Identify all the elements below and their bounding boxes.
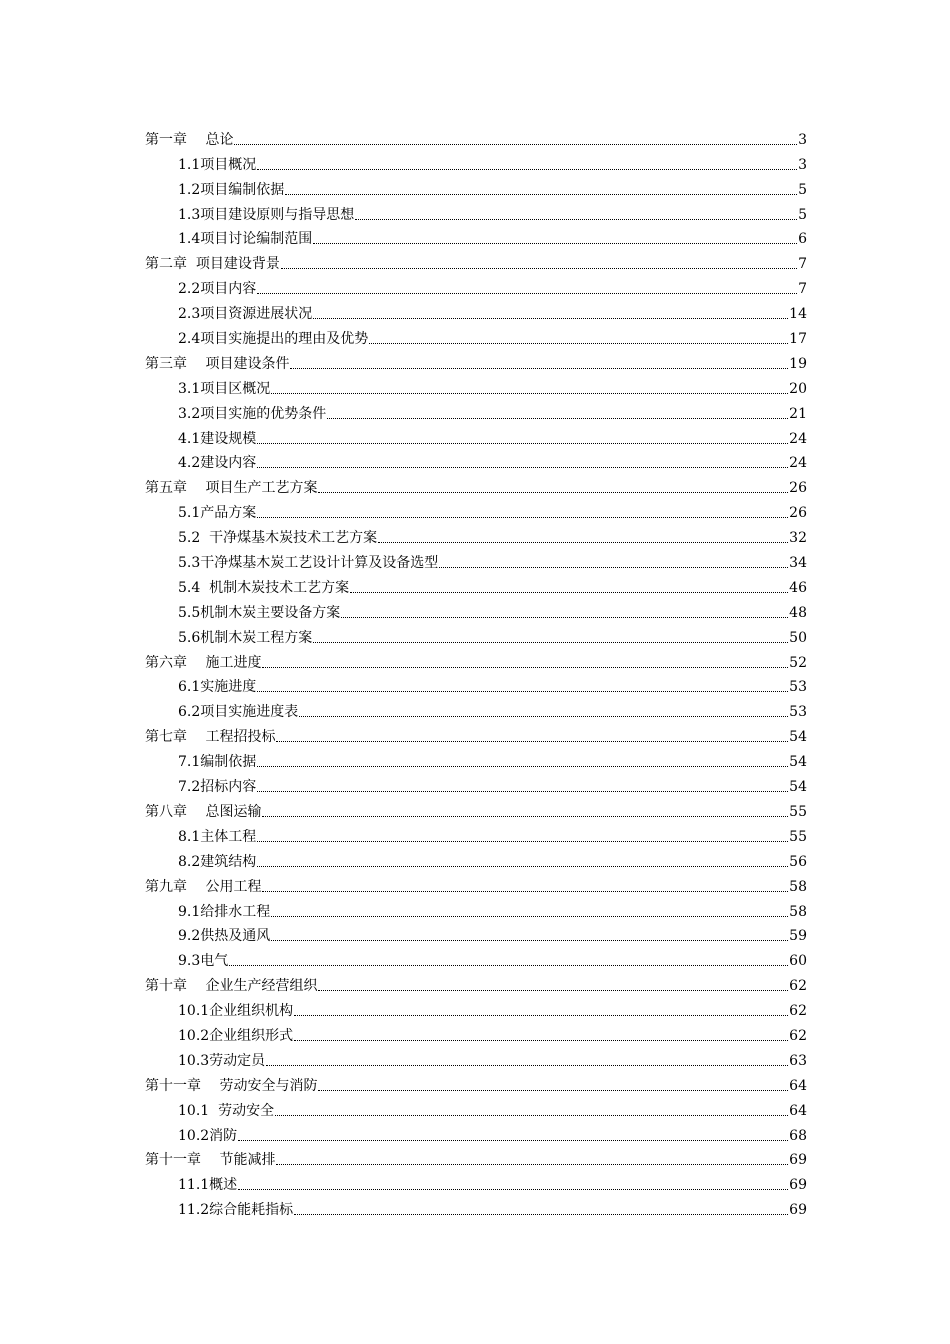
toc-entry-title: 1.2项目编制依据 xyxy=(178,181,285,198)
toc-entry-page-number: 62 xyxy=(789,1027,807,1044)
toc-entry-page-number: 5 xyxy=(798,206,807,223)
toc-entry-page-number: 53 xyxy=(789,679,807,696)
toc-entry-title: 7.2招标内容 xyxy=(178,779,257,796)
toc-section-entry[interactable] xyxy=(145,771,807,796)
dot-leader xyxy=(350,592,788,593)
toc-entry-title: 5.5机制木炭主要设备方案 xyxy=(178,604,341,621)
dot-leader xyxy=(294,1214,788,1215)
toc-entry-page-number: 17 xyxy=(789,331,807,348)
toc-entry-page-number: 58 xyxy=(789,878,807,895)
toc-entry-title: 第五章 项目生产工艺方案 xyxy=(145,480,318,497)
dot-leader xyxy=(257,691,788,692)
dot-leader xyxy=(229,965,788,966)
dot-leader xyxy=(271,940,788,941)
dot-leader xyxy=(257,467,788,468)
toc-entry-page-number: 46 xyxy=(789,579,807,596)
toc-entry-page-number: 24 xyxy=(789,455,807,472)
dot-leader xyxy=(257,517,788,518)
toc-section-entry[interactable] xyxy=(145,921,807,946)
toc-section-entry[interactable] xyxy=(145,572,807,597)
toc-entry-title: 4.1建设规模 xyxy=(178,430,257,447)
toc-section-entry[interactable] xyxy=(145,298,807,323)
toc-entry-title: 4.2建设内容 xyxy=(178,455,257,472)
toc-entry-title: 9.2供热及通风 xyxy=(178,928,271,945)
toc-entry-title: 第十章 企业生产经营组织 xyxy=(145,978,318,995)
dot-leader xyxy=(281,268,797,269)
toc-entry-title: 第十一章 节能减排 xyxy=(145,1152,276,1169)
dot-leader xyxy=(257,866,788,867)
toc-section-entry[interactable] xyxy=(145,323,807,348)
toc-entry-page-number: 54 xyxy=(789,779,807,796)
toc-entry-page-number: 6 xyxy=(798,231,807,248)
toc-entry-page-number: 69 xyxy=(789,1177,807,1194)
toc-section-entry[interactable] xyxy=(145,1169,807,1194)
toc-entry-title: 10.1 劳动安全 xyxy=(178,1102,275,1119)
toc-entry-title: 第三章 项目建设条件 xyxy=(145,355,290,372)
dot-leader xyxy=(285,194,797,195)
dot-leader xyxy=(257,841,788,842)
toc-entry-page-number: 20 xyxy=(789,380,807,397)
toc-chapter-entry[interactable] xyxy=(145,472,807,497)
toc-entry-page-number: 5 xyxy=(798,181,807,198)
dot-leader xyxy=(439,567,788,568)
toc-section-entry[interactable] xyxy=(145,448,807,473)
toc-entry-page-number: 69 xyxy=(789,1152,807,1169)
toc-entry-title: 第一章 总论 xyxy=(145,131,234,148)
dot-leader xyxy=(257,791,788,792)
toc-section-entry[interactable] xyxy=(145,1095,807,1120)
toc-entry-title: 8.2建筑结构 xyxy=(178,853,257,870)
toc-section-entry[interactable] xyxy=(145,199,807,224)
toc-chapter-entry[interactable] xyxy=(145,970,807,995)
toc-section-entry[interactable] xyxy=(145,896,807,921)
dot-leader xyxy=(266,1065,788,1066)
dot-leader xyxy=(257,443,788,444)
toc-entry-page-number: 21 xyxy=(789,405,807,422)
dot-leader xyxy=(238,1140,788,1141)
toc-section-entry[interactable] xyxy=(145,622,807,647)
toc-entry-title: 9.3电气 xyxy=(178,953,229,970)
dot-leader xyxy=(355,219,797,220)
toc-section-entry[interactable] xyxy=(145,995,807,1020)
toc-entry-title: 1.3项目建设原则与指导思想 xyxy=(178,206,355,223)
toc-chapter-entry[interactable] xyxy=(145,1070,807,1095)
toc-section-entry[interactable] xyxy=(145,497,807,522)
dot-leader xyxy=(318,1090,788,1091)
dot-leader xyxy=(294,1040,788,1041)
toc-entry-page-number: 68 xyxy=(789,1127,807,1144)
toc-entry-title: 11.2综合能耗指标 xyxy=(178,1202,294,1219)
toc-entry-title: 5.1产品方案 xyxy=(178,505,257,522)
toc-entry-title: 第二章 项目建设背景 xyxy=(145,256,280,273)
toc-section-entry[interactable] xyxy=(145,1045,807,1070)
toc-entry-page-number: 52 xyxy=(789,654,807,671)
dot-leader xyxy=(276,1164,788,1165)
toc-section-entry[interactable] xyxy=(145,821,807,846)
toc-section-entry[interactable] xyxy=(145,696,807,721)
toc-entry-page-number: 58 xyxy=(789,903,807,920)
toc-entry-title: 6.1实施进度 xyxy=(178,679,257,696)
toc-entry-page-number: 54 xyxy=(789,729,807,746)
dot-leader xyxy=(369,343,788,344)
toc-entry-page-number: 48 xyxy=(789,604,807,621)
toc-entry-page-number: 54 xyxy=(789,754,807,771)
dot-leader xyxy=(271,916,788,917)
dot-leader xyxy=(276,741,788,742)
dot-leader xyxy=(234,144,797,145)
toc-entry-page-number: 55 xyxy=(789,828,807,845)
toc-chapter-entry[interactable] xyxy=(145,348,807,373)
toc-entry-page-number: 7 xyxy=(798,256,807,273)
toc-entry-title: 3.1项目区概况 xyxy=(178,380,271,397)
dot-leader xyxy=(257,169,797,170)
toc-section-entry[interactable] xyxy=(145,746,807,771)
toc-chapter-entry[interactable] xyxy=(145,796,807,821)
toc-section-entry[interactable] xyxy=(145,273,807,298)
toc-section-entry[interactable] xyxy=(145,1120,807,1145)
toc-entry-title: 5.4 机制木炭技术工艺方案 xyxy=(178,579,350,596)
dot-leader xyxy=(299,716,788,717)
toc-section-entry[interactable] xyxy=(145,522,807,547)
toc-entry-title: 5.6机制木炭工程方案 xyxy=(178,629,313,646)
toc-entry-page-number: 32 xyxy=(789,530,807,547)
dot-leader xyxy=(262,667,788,668)
toc-entry-title: 第九章 公用工程 xyxy=(145,878,262,895)
toc-entry-page-number: 63 xyxy=(789,1052,807,1069)
toc-section-entry[interactable] xyxy=(145,1194,807,1219)
toc-entry-page-number: 3 xyxy=(798,131,807,148)
toc-entry-page-number: 62 xyxy=(789,1003,807,1020)
toc-section-entry[interactable] xyxy=(145,945,807,970)
toc-entry-title: 10.2企业组织形式 xyxy=(178,1027,294,1044)
toc-entry-title: 6.2项目实施进度表 xyxy=(178,704,299,721)
dot-leader xyxy=(238,1189,788,1190)
toc-section-entry[interactable] xyxy=(145,398,807,423)
toc-entry-title: 9.1给排水工程 xyxy=(178,903,271,920)
toc-section-entry[interactable] xyxy=(145,597,807,622)
toc-entry-title: 8.1主体工程 xyxy=(178,828,257,845)
toc-entry-page-number: 56 xyxy=(789,853,807,870)
toc-entry-page-number: 64 xyxy=(789,1077,807,1094)
dot-leader xyxy=(313,642,788,643)
toc-entry-page-number: 50 xyxy=(789,629,807,646)
toc-entry-page-number: 64 xyxy=(789,1102,807,1119)
toc-entry-title: 2.4项目实施提出的理由及优势 xyxy=(178,331,369,348)
toc-entry-page-number: 26 xyxy=(789,480,807,497)
dot-leader xyxy=(275,1115,788,1116)
dot-leader xyxy=(318,492,788,493)
toc-section-entry[interactable] xyxy=(145,672,807,697)
dot-leader xyxy=(257,766,788,767)
toc-entry-title: 第十一章 劳动安全与消防 xyxy=(145,1077,318,1094)
toc-section-entry[interactable] xyxy=(145,224,807,249)
toc-section-entry[interactable] xyxy=(145,1020,807,1045)
toc-section-entry[interactable] xyxy=(145,846,807,871)
toc-entry-page-number: 24 xyxy=(789,430,807,447)
toc-entry-page-number: 59 xyxy=(789,928,807,945)
toc-entry-title: 10.3劳动定员 xyxy=(178,1052,266,1069)
dot-leader xyxy=(271,393,788,394)
toc-chapter-entry[interactable] xyxy=(145,871,807,896)
toc-chapter-entry[interactable] xyxy=(145,721,807,746)
toc-entry-title: 7.1编制依据 xyxy=(178,754,257,771)
dot-leader xyxy=(290,368,788,369)
toc-entry-page-number: 14 xyxy=(789,306,807,323)
toc-entry-page-number: 60 xyxy=(789,953,807,970)
toc-section-entry[interactable] xyxy=(145,373,807,398)
toc-section-entry[interactable] xyxy=(145,174,807,199)
toc-entry-title: 3.2项目实施的优势条件 xyxy=(178,405,327,422)
toc-entry-title: 10.1企业组织机构 xyxy=(178,1003,294,1020)
toc-entry-title: 5.3干净煤基木炭工艺设计计算及设备选型 xyxy=(178,555,439,572)
toc-entry-page-number: 26 xyxy=(789,505,807,522)
toc-entry-page-number: 55 xyxy=(789,803,807,820)
toc-chapter-entry[interactable] xyxy=(145,1145,807,1170)
toc-entry-page-number: 62 xyxy=(789,978,807,995)
toc-entry-title: 第八章 总图运输 xyxy=(145,803,262,820)
toc-chapter-entry[interactable] xyxy=(145,124,807,149)
toc-entry-title: 5.2 干净煤基木炭技术工艺方案 xyxy=(178,530,378,547)
toc-entry-title: 2.3项目资源进展状况 xyxy=(178,306,313,323)
dot-leader xyxy=(378,542,788,543)
toc-entry-title: 2.2项目内容 xyxy=(178,281,257,298)
table-of-contents xyxy=(145,124,807,1219)
toc-entry-page-number: 53 xyxy=(789,704,807,721)
dot-leader xyxy=(257,293,797,294)
toc-entry-page-number: 19 xyxy=(789,355,807,372)
toc-chapter-entry[interactable] xyxy=(145,248,807,273)
toc-entry-title: 1.1项目概况 xyxy=(178,156,257,173)
toc-section-entry[interactable] xyxy=(145,149,807,174)
dot-leader xyxy=(327,418,788,419)
toc-entry-page-number: 7 xyxy=(798,281,807,298)
dot-leader xyxy=(313,243,797,244)
toc-section-entry[interactable] xyxy=(145,423,807,448)
dot-leader xyxy=(341,617,788,618)
toc-entry-title: 10.2消防 xyxy=(178,1127,238,1144)
toc-chapter-entry[interactable] xyxy=(145,647,807,672)
toc-entry-page-number: 69 xyxy=(789,1202,807,1219)
dot-leader xyxy=(262,816,788,817)
dot-leader xyxy=(318,990,788,991)
toc-entry-title: 1.4项目讨论编制范围 xyxy=(178,231,313,248)
dot-leader xyxy=(262,891,788,892)
toc-entry-title: 第七章 工程招投标 xyxy=(145,729,276,746)
toc-entry-title: 11.1概述 xyxy=(178,1177,238,1194)
dot-leader xyxy=(294,1015,788,1016)
toc-section-entry[interactable] xyxy=(145,547,807,572)
toc-entry-page-number: 34 xyxy=(789,555,807,572)
toc-entry-title: 第六章 施工进度 xyxy=(145,654,262,671)
toc-entry-page-number: 3 xyxy=(798,156,807,173)
dot-leader xyxy=(313,318,788,319)
